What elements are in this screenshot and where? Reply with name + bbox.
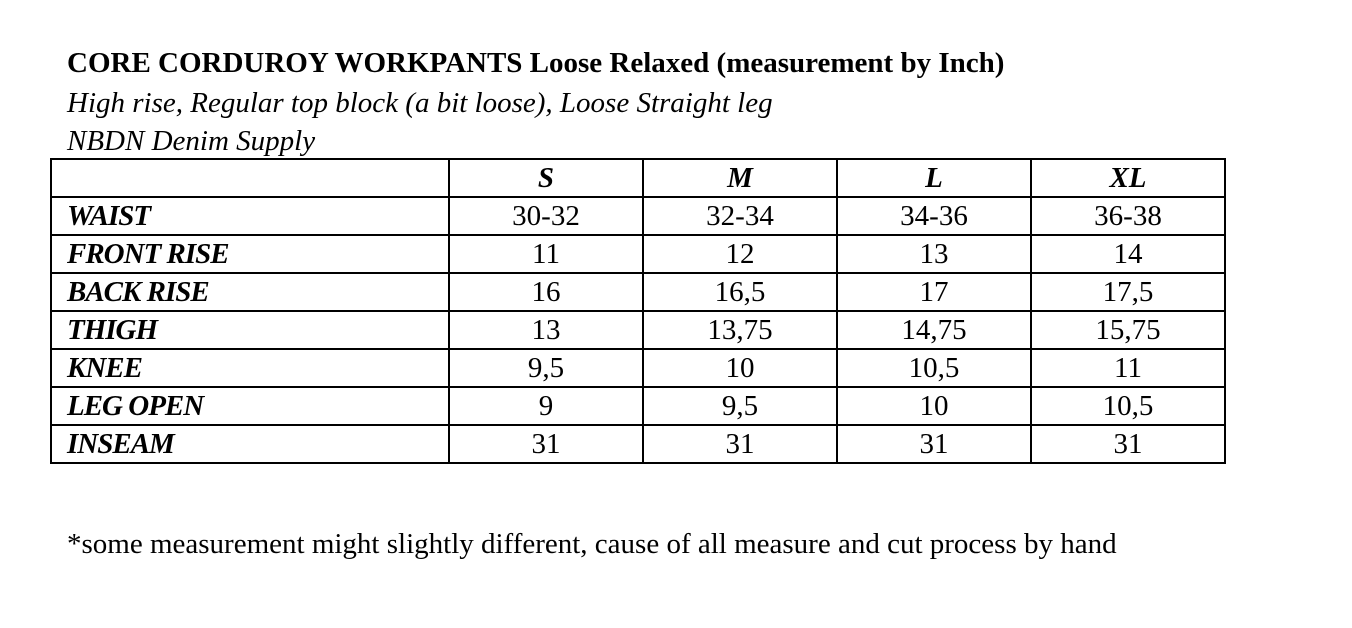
table-cell: 10 — [643, 349, 837, 387]
row-label-inseam: INSEAM — [51, 425, 449, 463]
table-row — [51, 387, 1225, 425]
table-cell: 17 — [837, 273, 1031, 311]
table-cell: 14 — [1031, 235, 1225, 273]
table-cell: 34-36 — [837, 197, 1031, 235]
row-label-thigh: THIGH — [51, 311, 449, 349]
table-cell: 13,75 — [643, 311, 837, 349]
row-label-waist: WAIST — [51, 197, 449, 235]
table-cell: 13 — [449, 311, 643, 349]
table-cell: 13 — [837, 235, 1031, 273]
fit-description: High rise, Regular top block (a bit loose), Loose Straight leg — [67, 87, 773, 119]
table-cell: 30-32 — [449, 197, 643, 235]
table-cell: 36-38 — [1031, 197, 1225, 235]
table-cell: 16 — [449, 273, 643, 311]
row-label-leg-open: LEG OPEN — [51, 387, 449, 425]
table-cell: 11 — [449, 235, 643, 273]
table-cell: 10 — [837, 387, 1031, 425]
table-row — [51, 197, 1225, 235]
table-row — [51, 349, 1225, 387]
size-header-l: L — [837, 159, 1031, 197]
table-cell: 9,5 — [643, 387, 837, 425]
table-cell: 10,5 — [1031, 387, 1225, 425]
row-label-back-rise: BACK RISE — [51, 273, 449, 311]
table-cell: 11 — [1031, 349, 1225, 387]
table-cell: 31 — [449, 425, 643, 463]
table-row — [51, 273, 1225, 311]
footnote: *some measurement might slightly different, cause of all measure and cut process by hand — [67, 528, 1117, 560]
table-cell: 14,75 — [837, 311, 1031, 349]
row-label-knee: KNEE — [51, 349, 449, 387]
table-cell: 15,75 — [1031, 311, 1225, 349]
table-header-row — [51, 159, 1225, 197]
table-cell: 9 — [449, 387, 643, 425]
brand-name: NBDN Denim Supply — [67, 125, 316, 157]
table-cell: 17,5 — [1031, 273, 1225, 311]
table-cell: 31 — [1031, 425, 1225, 463]
corner-cell — [51, 159, 449, 197]
table-row — [51, 235, 1225, 273]
table-row — [51, 311, 1225, 349]
size-header-s: S — [449, 159, 643, 197]
size-header-m: M — [643, 159, 837, 197]
table-cell: 16,5 — [643, 273, 837, 311]
table-cell: 12 — [643, 235, 837, 273]
page-title: CORE CORDUROY WORKPANTS Loose Relaxed (measurement by Inch) — [67, 47, 1005, 79]
table-cell: 31 — [643, 425, 837, 463]
table-cell: 10,5 — [837, 349, 1031, 387]
size-chart-table — [50, 158, 1226, 464]
size-header-xl: XL — [1031, 159, 1225, 197]
table-cell: 9,5 — [449, 349, 643, 387]
row-label-front-rise: FRONT RISE — [51, 235, 449, 273]
table-row — [51, 425, 1225, 463]
table-cell: 31 — [837, 425, 1031, 463]
table-cell: 32-34 — [643, 197, 837, 235]
